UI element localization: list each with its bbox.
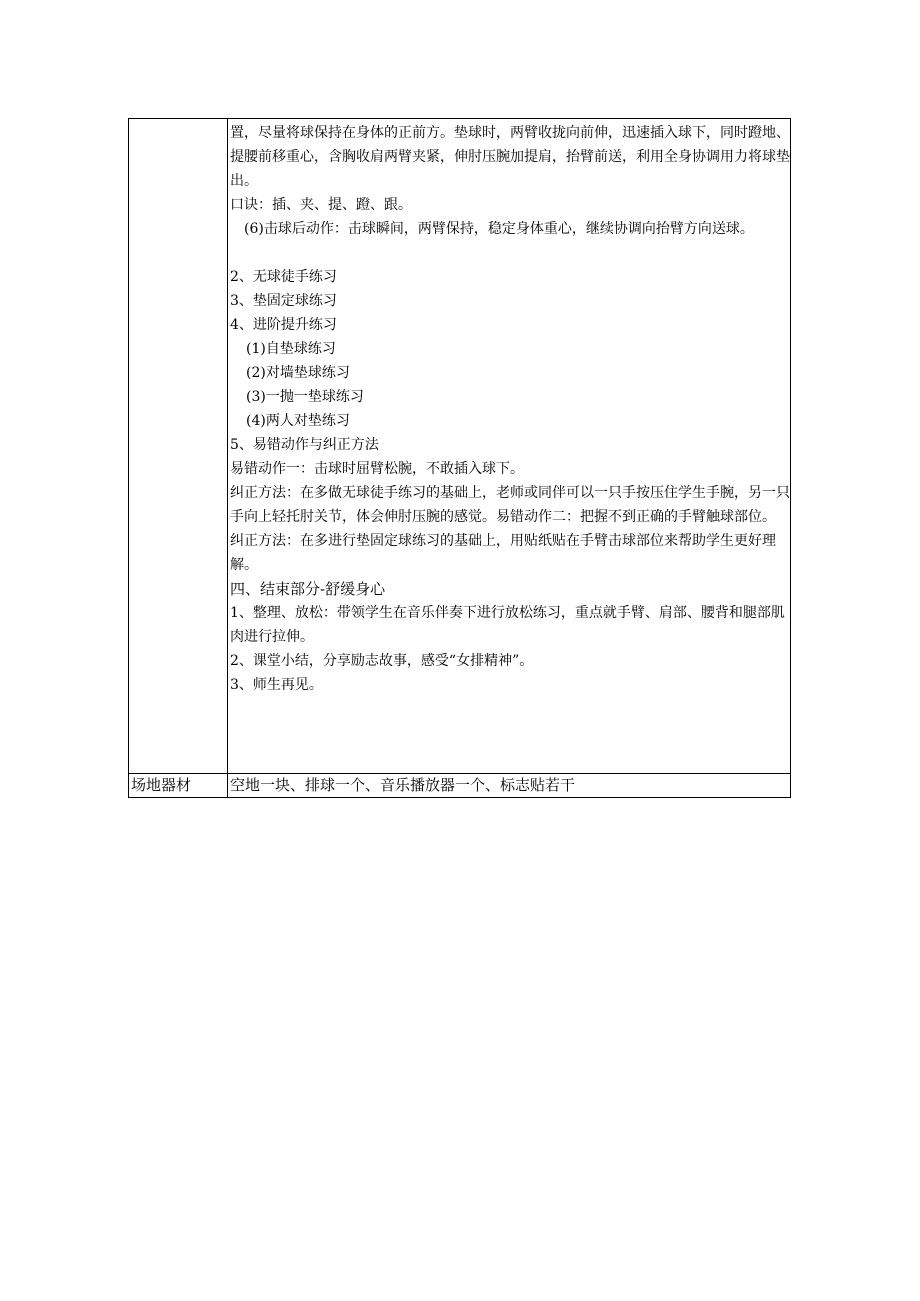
table-row-equipment <box>129 774 791 798</box>
equipment-value: 空地一块、排球一个、音乐播放器一个、标志贴若干 <box>228 774 791 798</box>
list-item-advanced-practice: 4、进阶提升练习 <box>230 317 337 333</box>
list-item-no-ball-practice: 2、无球徒手练习 <box>230 269 337 285</box>
paragraph-correction-one: 纠正方法：在多做无球徒手练习的基础上，老师或同伴可以一只手按压住学生手腕，另一只手向上轻托肘关节，体会伸肘压腕的感觉。易错动作二：把握不到正确的手臂触球部位。 <box>230 485 790 525</box>
paragraph-technique-continued: 置，尽量将球保持在身体的正前方。垫球时，两臂收拢向前伸，迅速插入球下，同时蹬地、提腰前移重心，含胸收肩两臂夹紧，伸肘压腕加提肩，抬臂前送，利用全身协调用力将球垫出。 <box>230 125 790 189</box>
list-item-errors-corrections: 5、易错动作与纠正方法 <box>230 437 379 453</box>
sub-item-wall-pass: (2)对墙垫球练习 <box>246 365 350 381</box>
list-item-summary: 2、课堂小结，分享励志故事，感受“女排精神”。 <box>230 653 534 669</box>
paragraph-follow-through: (6)击球后动作：击球瞬间，两臂保持，稳定身体重心，继续协调向抬臂方向送球。 <box>244 221 754 237</box>
table-row-content <box>129 119 791 774</box>
equipment-label: 场地器材 <box>129 774 228 798</box>
section-heading-ending: 四、结束部分-舒缓身心 <box>230 580 386 598</box>
paragraph-mnemonic: 口诀：插、夹、提、蹬、跟。 <box>230 197 412 213</box>
blank-line <box>230 241 790 265</box>
paragraph-error-one: 易错动作一：击球时屈臂松腕，不敢插入球下。 <box>230 461 524 477</box>
label-cell-empty <box>129 119 228 774</box>
list-item-fixed-ball-practice: 3、垫固定球练习 <box>230 293 337 309</box>
sub-item-pair-pass: (4)两人对垫练习 <box>246 413 350 429</box>
sub-item-toss-pass: (3)一抛一垫球练习 <box>246 389 364 405</box>
paragraph-correction-two: 纠正方法：在多进行垫固定球练习的基础上，用贴纸贴在手臂击球部位来帮助学生更好理解。 <box>230 533 776 573</box>
sub-item-self-pass: (1)自垫球练习 <box>246 341 336 357</box>
lesson-plan-table <box>128 118 791 798</box>
list-item-goodbye: 3、师生再见。 <box>230 677 323 693</box>
content-cell <box>228 119 791 774</box>
list-item-cooldown: 1、整理、放松：带领学生在音乐伴奏下进行放松练习，重点就手臂、肩部、腰背和腿部肌肉进行拉伸。 <box>230 605 785 645</box>
